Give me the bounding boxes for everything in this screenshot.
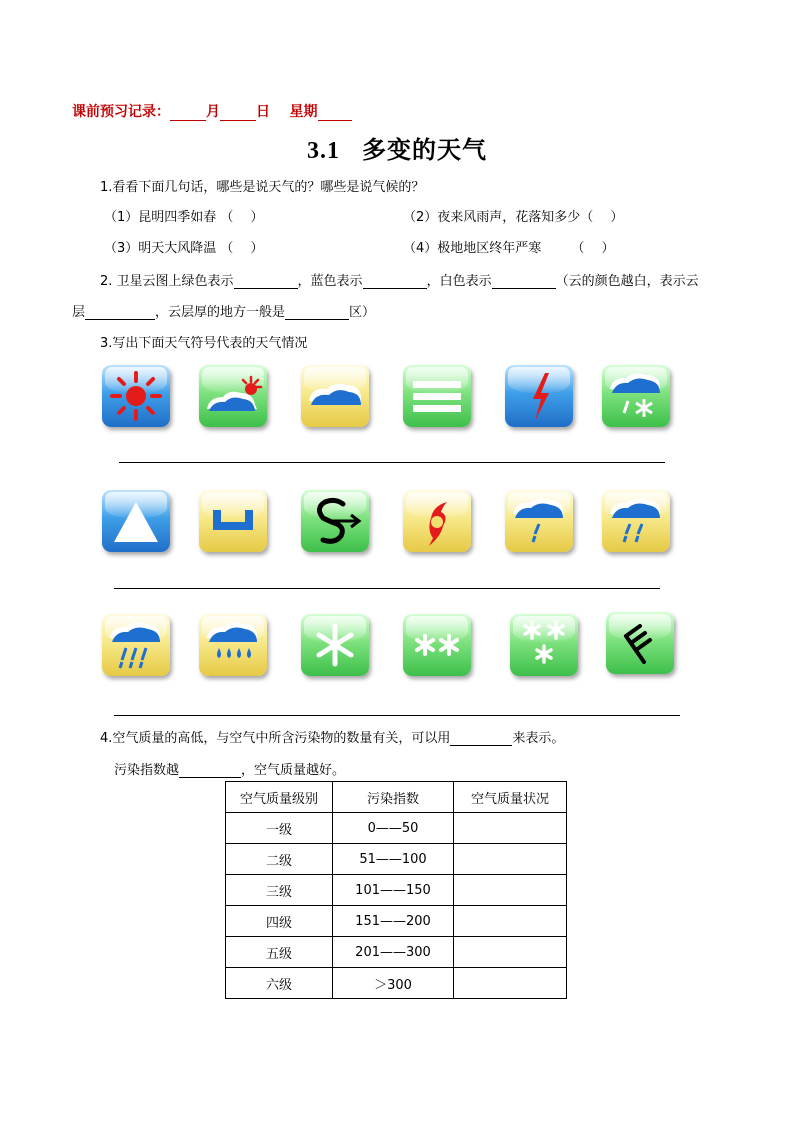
q2-line-2 (72, 301, 375, 320)
hail-icon (102, 490, 170, 552)
air-quality-table (225, 781, 567, 999)
strong-wind-icon (606, 612, 674, 674)
header-day: 日 (256, 104, 270, 120)
q4-text-c: 污染指数越 (114, 763, 180, 778)
q1-item-1: （1）昆明四季如春 （ ） (104, 210, 264, 225)
sleet-icon (602, 365, 670, 427)
index-cell: 101——150 (333, 875, 454, 906)
q4-text-b: 来表示。 (512, 731, 565, 746)
level-cell: 三级 (226, 875, 333, 906)
typhoon-icon (403, 490, 471, 552)
q1-item-4: （4）极地地区终年严寒 （ ） (403, 241, 615, 256)
q2-blank-blue[interactable] (363, 275, 427, 289)
q2-text-b: ，蓝色表示 (297, 274, 363, 289)
q4-blank-index[interactable] (450, 732, 512, 746)
table-row (226, 875, 567, 906)
title-number: 3.1 (307, 138, 340, 164)
day-blank[interactable] (220, 106, 256, 121)
status-cell[interactable] (454, 813, 567, 844)
index-cell: 151——200 (333, 906, 454, 937)
q3-prompt: 3.写出下面天气符号代表的天气情况 (100, 336, 308, 351)
status-cell[interactable] (454, 937, 567, 968)
q4-line-2 (114, 759, 345, 778)
q4-text-a: 4.空气质量的高低，与空气中所含污染物的数量有关，可以用 (100, 731, 451, 746)
q1-prompt: 1.看看下面几句话，哪些是说天气的？哪些是说气候的？ (100, 180, 425, 195)
q2-text-c: ，白色表示 (426, 274, 492, 289)
status-cell[interactable] (454, 906, 567, 937)
table-row (226, 937, 567, 968)
level-cell: 一级 (226, 813, 333, 844)
rainstorm-icon (199, 614, 267, 676)
q4-text-d: ，空气质量越好。 (241, 763, 346, 778)
q2-text-a: 2. 卫星云图上绿色表示 (100, 274, 234, 289)
index-cell: 51——100 (333, 844, 454, 875)
fog-icon (403, 365, 471, 427)
answer-line-row-3[interactable] (114, 715, 680, 716)
q4-line-1 (100, 727, 564, 746)
q2-text-g: 区） (349, 305, 376, 320)
level-cell: 四级 (226, 906, 333, 937)
level-cell: 五级 (226, 937, 333, 968)
sandstorm-icon (301, 490, 369, 552)
table-row (226, 813, 567, 844)
moderate-rain-icon (602, 490, 670, 552)
status-cell[interactable] (454, 844, 567, 875)
table-header-cell: 空气质量级别 (226, 782, 333, 813)
q1-item-3: （3）明天大风降温 （ ） (104, 241, 264, 256)
answer-line-row-1[interactable] (119, 462, 665, 463)
light-rain-icon (505, 490, 573, 552)
table-header-cell: 污染指数 (333, 782, 454, 813)
title-text: 多变的天气 (362, 135, 487, 164)
heavy-snow-icon (510, 614, 578, 676)
header-month: 月 (206, 104, 220, 120)
q2-text-e: 层 (72, 305, 86, 320)
table-header-cell: 空气质量状况 (454, 782, 567, 813)
q4-blank-level[interactable] (179, 764, 241, 778)
q2-line-1 (100, 270, 699, 289)
q2-blank-thickness[interactable] (85, 306, 155, 320)
level-cell: 六级 (226, 968, 333, 999)
index-cell: ＞300 (333, 968, 454, 999)
table-header-row (226, 782, 567, 813)
table-row (226, 844, 567, 875)
heavy-rain-icon (102, 614, 170, 676)
q2-text-f: ，云层厚的地方一般是 (155, 305, 286, 320)
cloudy-icon (301, 365, 369, 427)
weekday-blank[interactable] (318, 106, 352, 121)
q1-item-2: （2）夜来风雨声，花落知多少（ ） (403, 210, 624, 225)
preview-record-header (72, 101, 352, 121)
page-title (0, 130, 794, 165)
table-row (226, 906, 567, 937)
status-cell[interactable] (454, 875, 567, 906)
index-cell: 201——300 (333, 937, 454, 968)
q2-text-d: （云的颜色越白，表示云 (555, 274, 699, 289)
moderate-snow-icon (403, 614, 471, 676)
q2-blank-region[interactable] (285, 306, 349, 320)
answer-line-row-2[interactable] (114, 588, 660, 589)
q2-blank-green[interactable] (234, 275, 298, 289)
month-blank[interactable] (170, 106, 206, 121)
header-prefix: 课前预习记录： (72, 104, 170, 120)
level-cell: 二级 (226, 844, 333, 875)
index-cell: 0——50 (333, 813, 454, 844)
thunderstorm-icon (505, 365, 573, 427)
light-snow-icon (301, 614, 369, 676)
q2-blank-white[interactable] (492, 275, 556, 289)
table-row (226, 968, 567, 999)
sun-behind-cloud-icon (199, 365, 267, 427)
header-weekday: 星期 (289, 104, 318, 120)
status-cell[interactable] (454, 968, 567, 999)
frost-icon (199, 490, 267, 552)
sunny-icon (102, 365, 170, 427)
